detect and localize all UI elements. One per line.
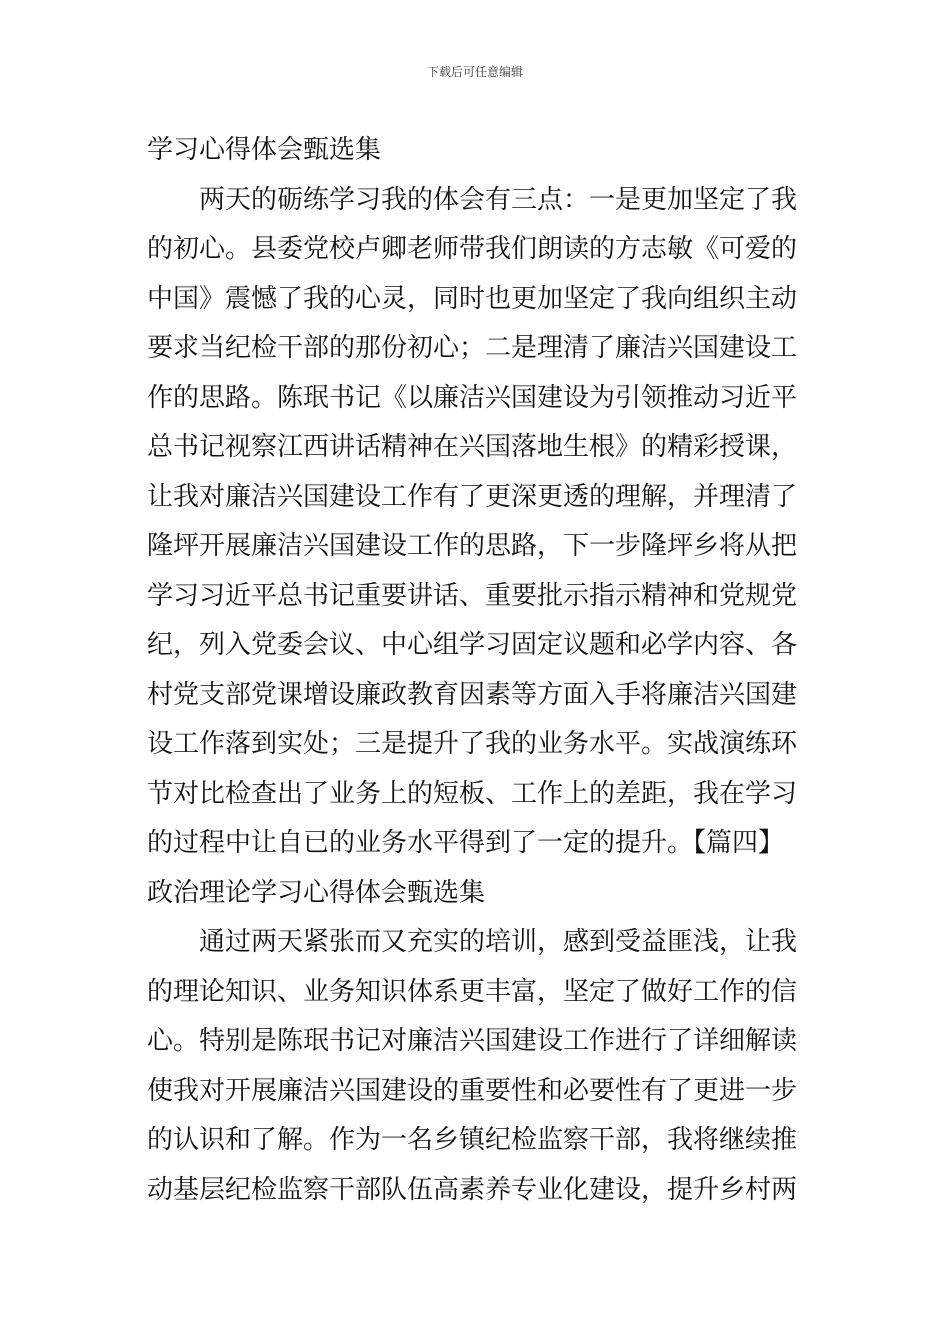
paragraph-line: 纪，列入党委会议、中心组学习固定议题和必学内容、各 xyxy=(147,630,798,660)
paragraph-line: 的认识和了解。作为一名乡镇纪检监察干部，我将继续推 xyxy=(147,1125,798,1155)
paragraph-line: 通过两天紧张而又充实的培训，感到受益匪浅，让我 xyxy=(199,927,798,957)
page-header: 下载后可任意编辑 xyxy=(426,65,523,79)
paragraph-line: 两天的砺练学习我的体会有三点：一是更加坚定了我 xyxy=(199,184,798,215)
paragraph-line: 要求当纪检干部的那份初心；二是理清了廉洁兴国建设工 xyxy=(147,333,798,363)
paragraph-line: 中国》震憾了我的心灵，同时也更加坚定了我向组织主动 xyxy=(147,283,798,314)
paragraph-line: 的理论知识、业务知识体系更丰富，坚定了做好工作的信 xyxy=(147,976,798,1007)
paragraph-line: 村党支部党课增设廉政教育因素等方面入手将廉洁兴国建 xyxy=(147,679,798,710)
paragraph-line: 使我对开展廉洁兴国建设的重要性和必要性有了更进一步 xyxy=(147,1075,798,1106)
document-title: 学习心得体会甄选集 xyxy=(147,135,382,165)
paragraph-line: 隆坪开展廉洁兴国建设工作的思路，下一步隆坪乡将从把 xyxy=(147,531,798,561)
paragraph-line: 作的思路。陈珉书记《以廉洁兴国建设为引领推动习近平 xyxy=(147,382,798,413)
paragraph-line: 让我对廉洁兴国建设工作有了更深更透的理解，并理清了 xyxy=(147,481,798,512)
paragraph-line: 设工作落到实处；三是提升了我的业务水平。实战演练环 xyxy=(147,729,798,759)
paragraph-line: 的过程中让自已的业务水平得到了一定的提升。【篇四】 xyxy=(147,828,785,858)
section-title: 政治理论学习心得体会甄选集 xyxy=(147,877,486,908)
paragraph-line: 学习习近平总书记重要讲话、重要批示指示精神和党规党 xyxy=(147,580,798,611)
paragraph-line: 总书记视察江西讲话精神在兴国落地生根》的精彩授课， xyxy=(147,432,798,462)
paragraph-line: 心。特别是陈珉书记对廉洁兴国建设工作进行了详细解读 xyxy=(147,1026,798,1056)
paragraph-line: 动基层纪检监察干部队伍高素养专业化建设，提升乡村两 xyxy=(147,1174,798,1205)
paragraph-line: 的初心。县委党校卢卿老师带我们朗读的方志敏《可爱的 xyxy=(147,234,798,264)
document-body xyxy=(147,126,807,1215)
paragraph-line: 节对比检查出了业务上的短板、工作上的差距，我在学习 xyxy=(147,778,798,809)
